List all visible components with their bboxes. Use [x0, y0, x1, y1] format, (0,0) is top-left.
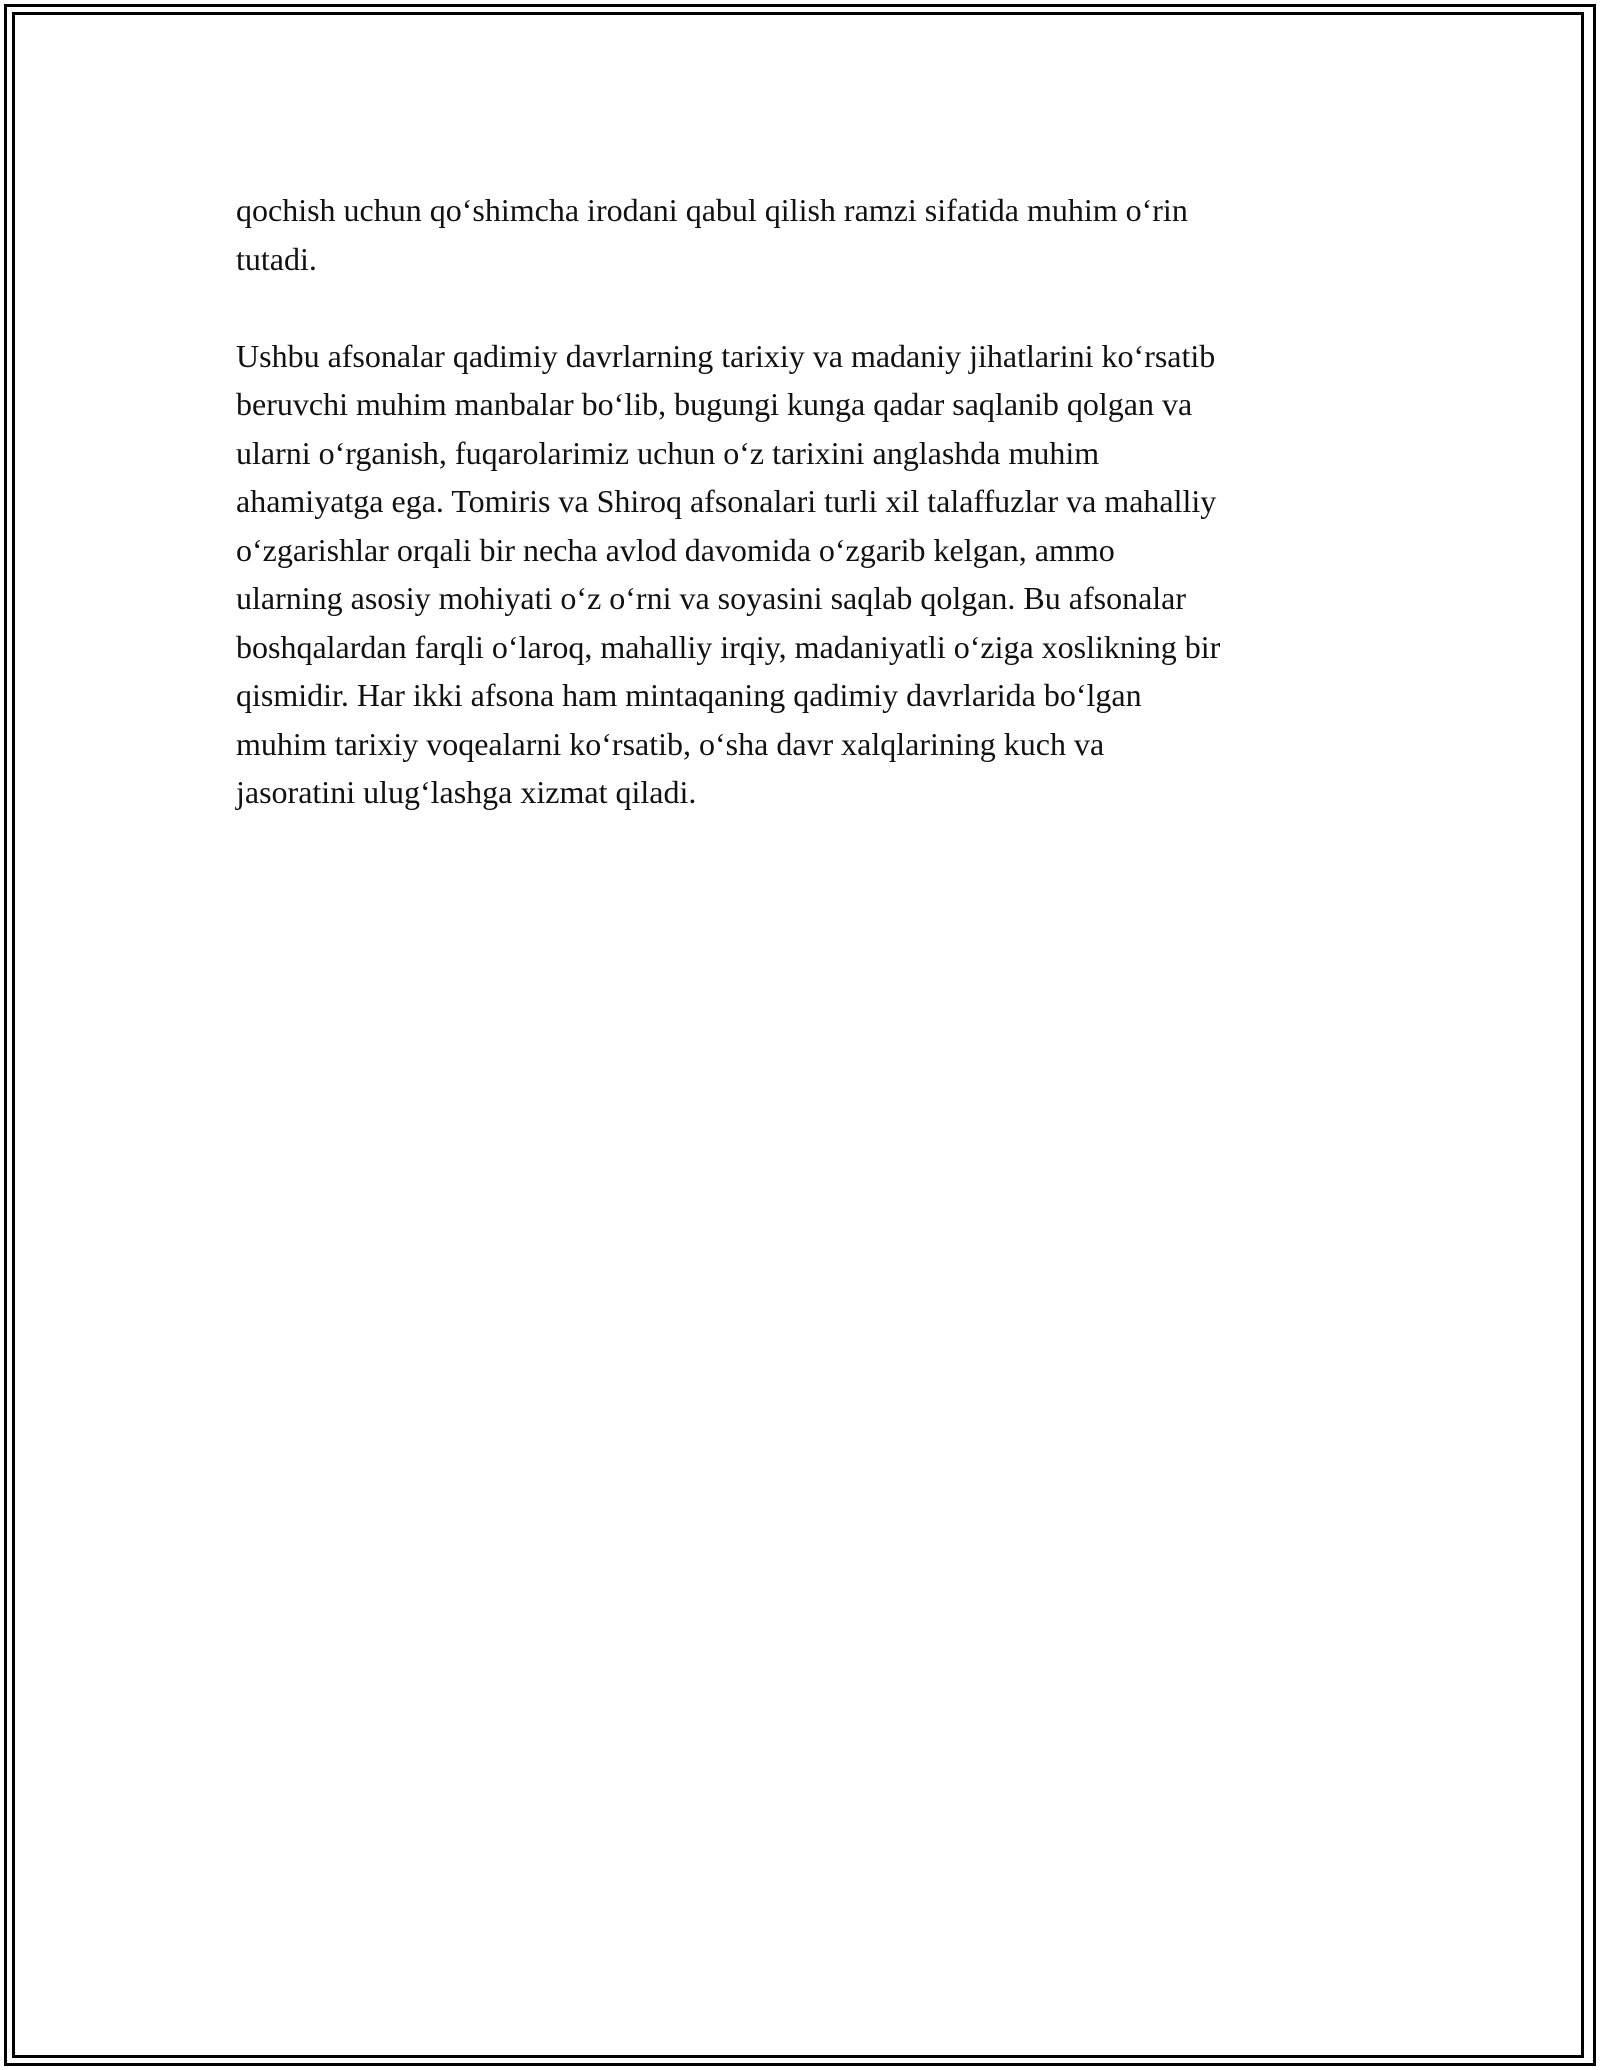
- text-line: ularni o‘rganish, fuqarolarimiz uchun o‘z tarixini anglashda muhim: [236, 434, 1100, 471]
- text-line: Ushbu afsonalar qadimiy davrlarning tarixiy va madaniy jihatlarini ko‘rsatib: [236, 337, 1216, 374]
- text-line: beruvchi muhim manbalar bo‘lib, bugungi kunga qadar saqlanib qolgan va: [236, 386, 1193, 422]
- paragraph-2: [236, 332, 1376, 817]
- text-line: qismidir. Har ikki afsona ham mintaqaning qadimiy davrlarida bo‘lgan: [236, 677, 1142, 713]
- document-body: [236, 186, 1376, 817]
- text-line: ahamiyatga ega. Tomiris va Shiroq afsonalari turli xil talaffuzlar va mahalliy: [236, 483, 1217, 519]
- paragraph-1: [236, 186, 1376, 283]
- text-line: o‘zgarishlar orqali bir necha avlod davomida o‘zgarib kelgan, ammo: [236, 531, 1115, 568]
- text-line: tutadi.: [236, 240, 317, 277]
- text-line: boshqalardan farqli o‘laroq, mahalliy irqiy, madaniyatli o‘ziga xoslikning bir: [236, 628, 1221, 665]
- text-line: ularning asosiy mohiyati o‘z o‘rni va soyasini saqlab qolgan. Bu afsonalar: [236, 580, 1187, 616]
- text-line: qochish uchun qo‘shimcha irodani qabul qilish ramzi sifatida muhim o‘rin: [236, 192, 1188, 228]
- text-line: jasoratini ulug‘lashga xizmat qiladi.: [236, 774, 697, 810]
- text-line: muhim tarixiy voqealarni ko‘rsatib, o‘sha davr xalqlarining kuch va: [236, 725, 1105, 762]
